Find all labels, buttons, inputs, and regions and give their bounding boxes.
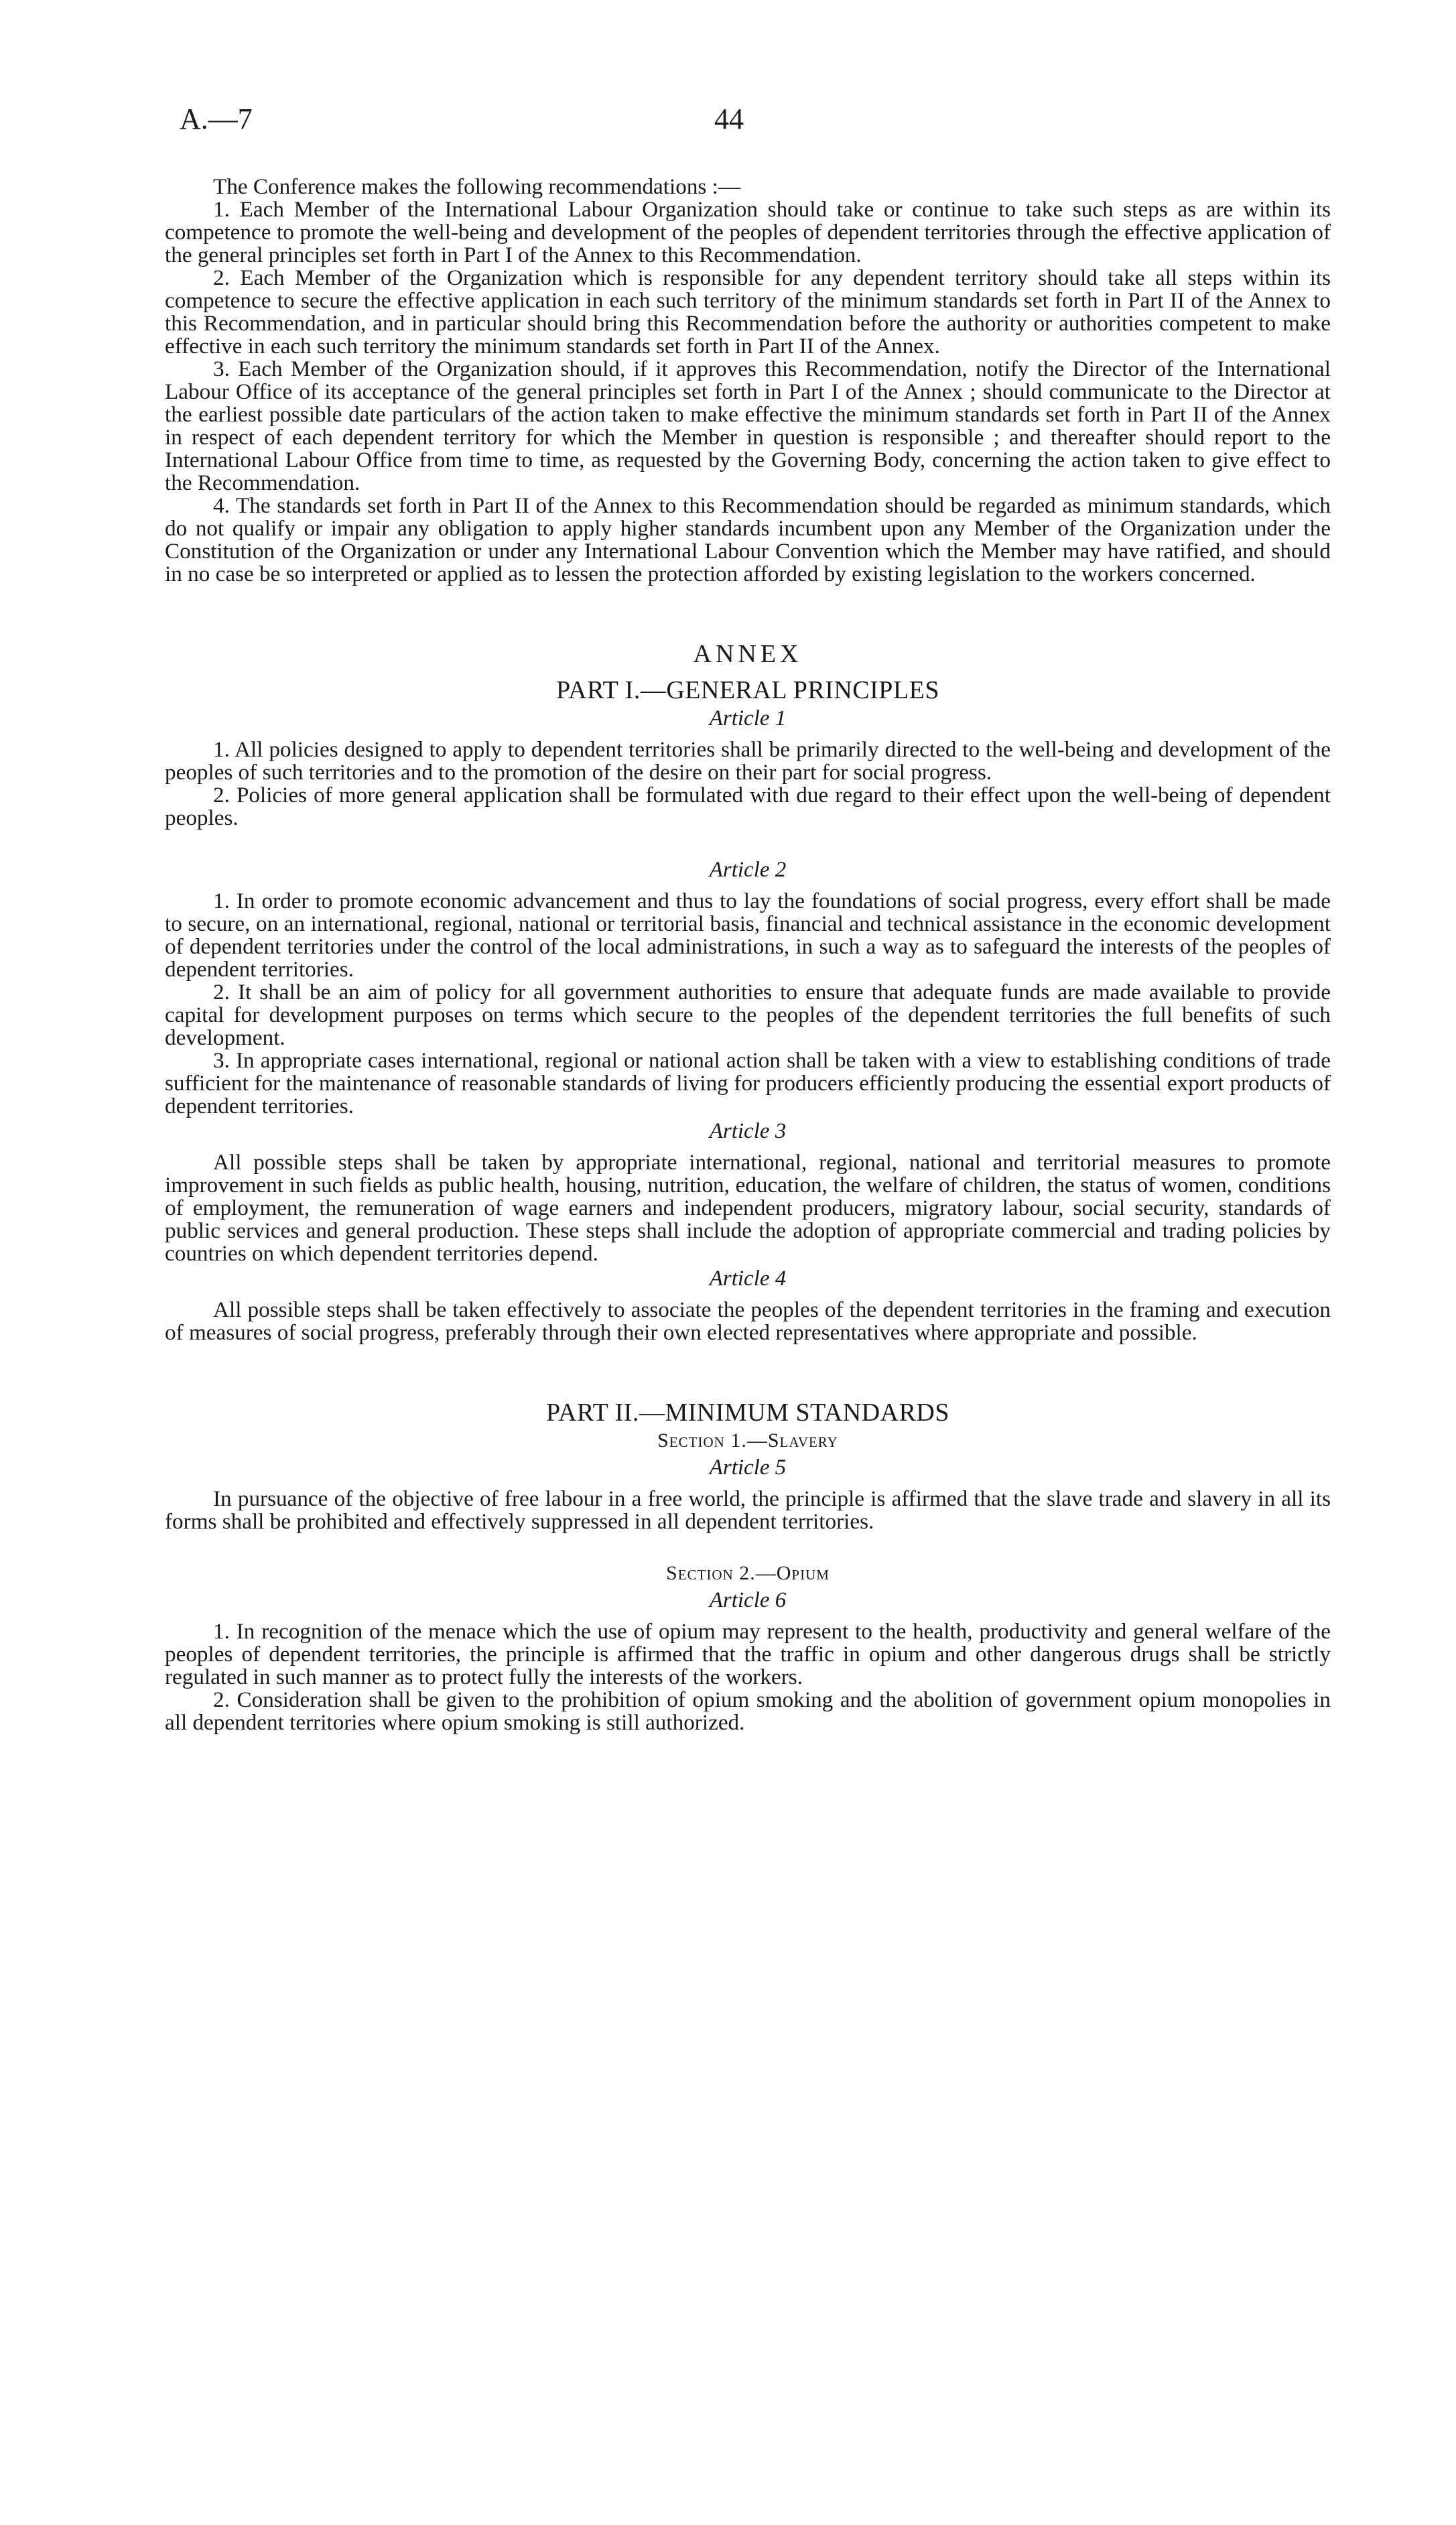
article-6-label: Article 6	[709, 1588, 787, 1612]
section-2-title: Section 2.—Opium	[666, 1562, 830, 1584]
article-6-para-1: 1. In recognition of the menace which the use of opium may represent to the health, productivity and general welfare of the peoples of dependent territories, the principle is affirmed that the traffic in opium and other dangerous drugs shall be strictly regulated in such manner as to protect fully the interests of the workers.	[165, 1619, 1331, 1689]
recommendations-intro: The Conference makes the following recommendations :—	[213, 174, 741, 199]
page-body	[165, 176, 1331, 1734]
document-reference: A.—7	[180, 103, 253, 135]
article-2-label: Article 2	[709, 858, 787, 882]
recommendation-3: 3. Each Member of the Organization should, if it approves this Recommendation, notify the Director of the International Labour Office of its acceptance of the general principles set forth in Part I of the Annex ; should communicate to the Director at the earliest possible date particulars of the action taken to make effective the minimum standards set forth in Part II of the Annex in respect of each dependent territory for which the Member in question is responsible ; and thereafter should report to the International Labour Office from time to time, as requested by the Governing Body, concerning the action taken to give effect to the Recommendation.	[165, 357, 1331, 495]
article-2-para-2: 2. It shall be an aim of policy for all government authorities to ensure that adequate funds are made available to provide capital for development purposes on terms which secure to the peoples of the dependent territories the full benefits of such development.	[165, 980, 1331, 1050]
part-1-title: PART I.—GENERAL PRINCIPLES	[556, 676, 939, 704]
article-5-label: Article 5	[709, 1455, 787, 1480]
article-5-para-1: In pursuance of the objective of free labour in a free world, the principle is affirmed that the slave trade and slavery in all its forms shall be prohibited and effectively suppressed in all dependent territories.	[165, 1486, 1331, 1534]
article-3-para-1: All possible steps shall be taken by appropriate international, regional, national and territorial measures to promote improvement in such fields as public health, housing, nutrition, education, the welfare of children, the status of women, conditions of employment, the remuneration of wage earners and independent producers, migratory labour, social security, standards of public services and general production. These steps shall include the adoption of appropriate commercial and trading policies by countries on which dependent territories depend.	[165, 1150, 1331, 1266]
recommendation-2: 2. Each Member of the Organization which is responsible for any dependent territory should take all steps within its competence to secure the effective application in each such territory of the minimum standards set forth in Part II of the Annex to this Recommendation, and in particular should bring this Recommendation before the authority or authorities competent to make effective in each such territory the minimum standards set forth in Part II of the Annex.	[165, 265, 1331, 359]
article-1-para-1: 1. All policies designed to apply to dependent territories shall be primarily directed to the well-being and development of the peoples of such territories and to the promotion of the desire on their part for social progress.	[165, 737, 1331, 785]
article-1-label: Article 1	[709, 706, 787, 730]
page-number: 44	[714, 103, 744, 135]
part-2-title: PART II.—MINIMUM STANDARDS	[545, 1399, 950, 1427]
recommendation-1: 1. Each Member of the International Labour Organization should take or continue to take such steps as are within its competence to promote the well-being and development of the peoples of dependent territories through the effective application of the general principles set forth in Part I of the Annex to this Recommendation.	[165, 197, 1331, 267]
article-4-label: Article 4	[709, 1267, 787, 1291]
recommendation-4: 4. The standards set forth in Part II of the Annex to this Recommendation should be regarded as minimum standards, which do not qualify or impair any obligation to apply higher standards incumbent upon any Member of the Organization under the Constitution of the Organization or under any International Labour Convention which the Member may have ratified, and should in no case be so interpreted or applied as to lessen the protection afforded by existing legislation to the workers concerned.	[165, 493, 1331, 586]
article-6-para-2: 2. Consideration shall be given to the prohibition of opium smoking and the abolition of government opium monopolies in all dependent territories where opium smoking is still authorized.	[165, 1687, 1331, 1735]
article-2-para-3: 3. In appropriate cases international, regional or national action shall be taken with a view to establishing conditions of trade sufficient for the maintenance of reasonable standards of living for producers efficiently producing the essential export products of dependent territories.	[165, 1048, 1331, 1118]
section-1-title: Section 1.—Slavery	[657, 1429, 838, 1451]
article-4-para-1: All possible steps shall be taken effectively to associate the peoples of the dependent territories in the framing and execution of measures of social progress, preferably through their own elected representatives where appropriate and possible.	[165, 1297, 1331, 1345]
annex-title: ANNEX	[693, 640, 803, 668]
article-2-para-1: 1. In order to promote economic advancement and thus to lay the foundations of social progress, every effort shall be made to secure, on an international, regional, national or territorial basis, financial and technical assistance in the economic development of dependent territories under the control of the local administrations, in such a way as to safeguard the interests of the peoples of dependent territories.	[165, 889, 1331, 982]
article-1-para-2: 2. Policies of more general application shall be formulated with due regard to their effect upon the well-being of dependent peoples.	[165, 783, 1331, 830]
article-3-label: Article 3	[709, 1119, 787, 1143]
